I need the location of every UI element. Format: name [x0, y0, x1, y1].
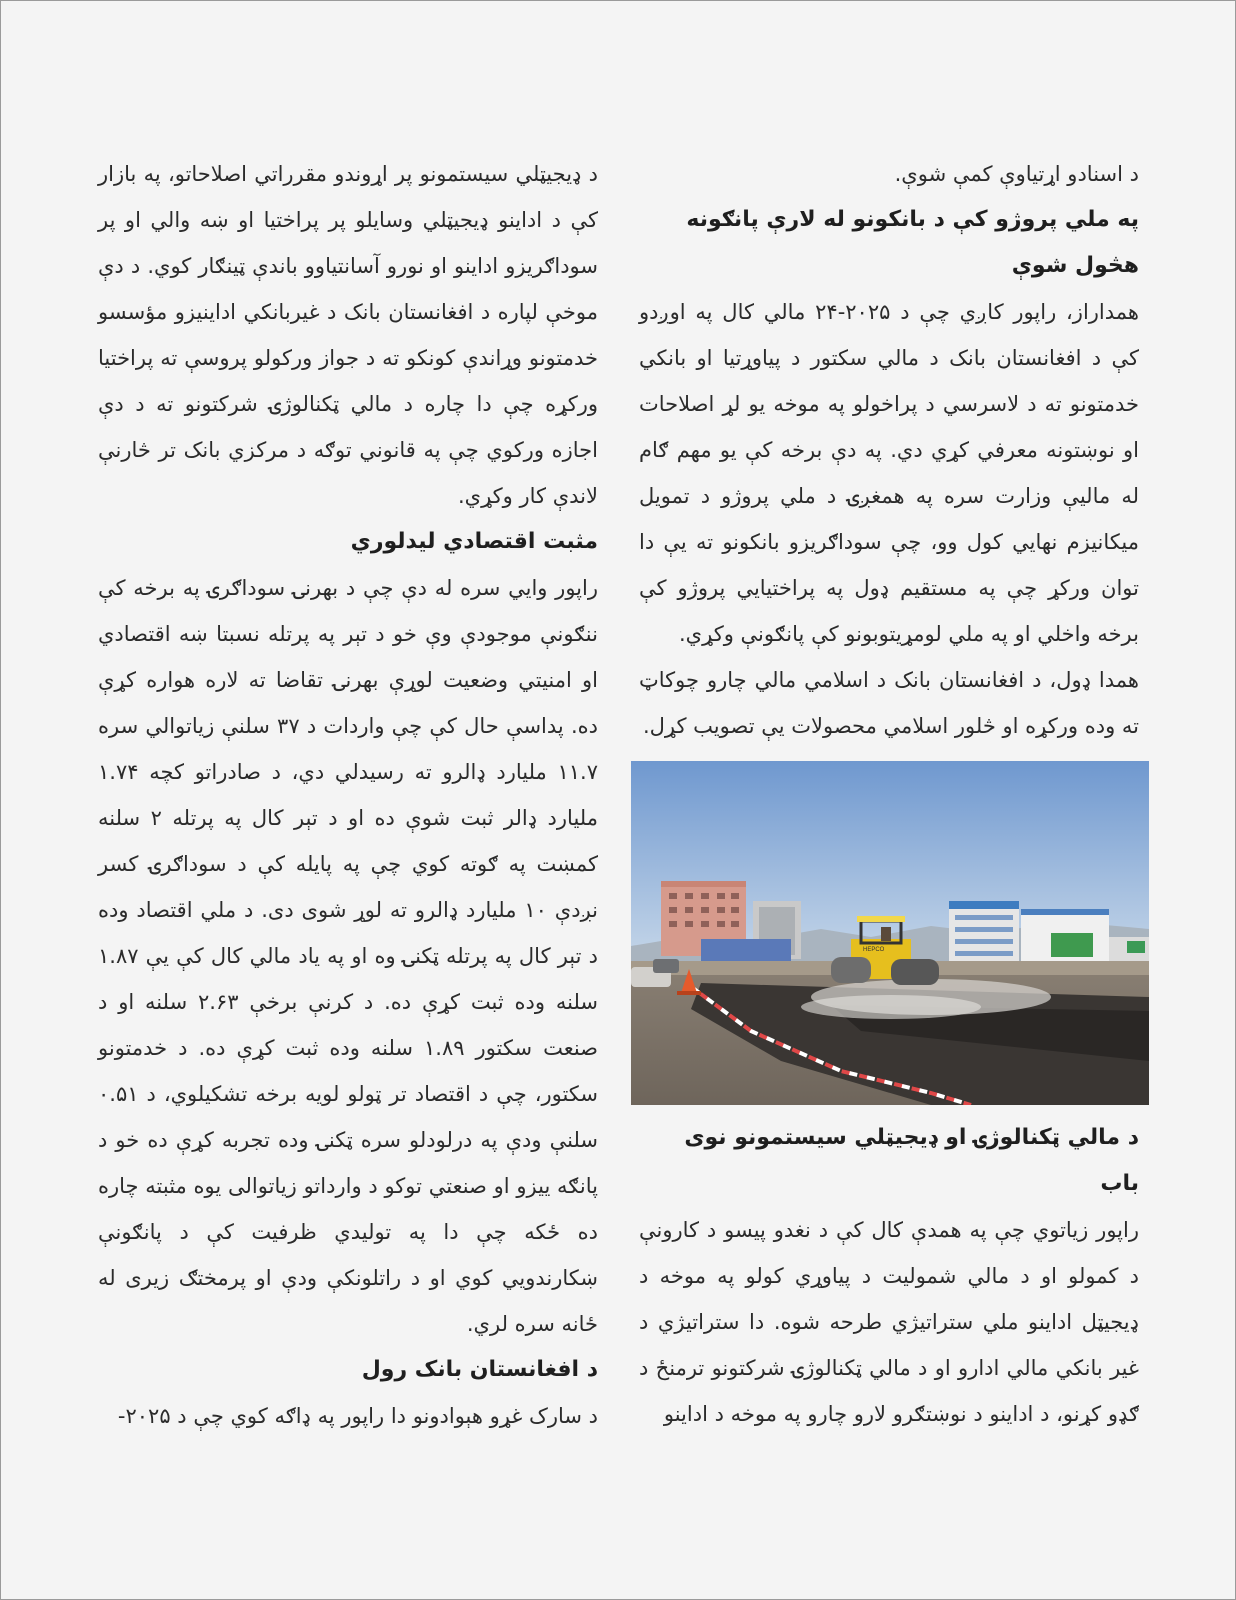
heading-economic-outlook: مثبت اقتصادي لیدلوري: [350, 529, 598, 554]
paragraph-digital-payments: راپور زیاتوي چې په همدې کال کې د نغدو پیسو د کارونې د کمولو او د مالي شمولیت د پیاوړي کولو په موخه د ډیجیټل اداینو ملي ستراتیژي طرحه شوه. دا ستراتیژي د غیر بانکي مالي ادارو او د مالي ټکنالوژۍ شرکتونو ترمنځ د ګډو کړنو، د اداینو د نوښتګرو لارو چارو په موخه د اداینو: [639, 1218, 1139, 1426]
paragraph-islamic-finance: همدا ډول، د افغانستان بانک د اسلامي مالي چارو چوکاټ ته وده ورکړه او څلور اسلامي محصولات یې تصویب کړل.: [639, 668, 1139, 738]
paragraph-reforms: همداراز، راپور کاږي چې د ۲۰۲۵-۲۴ مالي کال په اوږدو کې د افغانستان بانک د مالي سکتور د پیاوړتیا او بانکي خدمتونو ته د لاسرسي د پراخولو په موخه یو لړ اصلاحات او نوښتونه معرفي کړي دي. په دې برخه کې یو مهم ګام له مالیې وزارت سره په همغږۍ د ملي پروژو د تمویل میکانیزم نهایي کول وو، چې سوداګریزو بانکونو ته یې دا توان ورکړ چې په مستقیم ډول په پراختیایي پروژو کې برخه واخلي او په ملي لومړیتوبونو کې پانګونې وکړي.: [639, 300, 1139, 646]
heading-bank-role: د افغانستان بانک رول: [361, 1357, 598, 1382]
left-column: [98, 151, 598, 1439]
roller-brand-label: HEPCO: [863, 947, 885, 953]
paragraph-trade: راپور وایي سره له دې چې د بهرنۍ سوداګرۍ په برخه کې ننګونې موجودې وې خو د تېر په پرتله نسبتا ښه اقتصادي او امنیتي وضعیت لوړې بهرنۍ تقاضا ته لاره هواره کړې ده. پداسې حال کې چې واردات د ۳۷ سلنې زیاتوالي سره ۱۱.۷ ملیارد ډالرو ته رسیدلي دي، د صادراتو کچه ۱.۷۴ ملیارد ډالر ثبت شوې ده او د تېر کال په پرتله ۲ سلنه کمښت په ګوته کوي چې په پایله کې د سوداګرۍ کسر نږدې ۱۰ ملیارد ډالرو ته لوړ شوی دی. د ملي اقتصاد وده د تېر کال په پرتله ټکنۍ وه او په یاد مالي کال کې یې ۱.۸۷ سلنه وده ثبت کړې ده. د کرنې برخې ۲.۶۳ سلنه او د صنعت سکتور ۱.۸۹ سلنه وده ثبت کړې ده. د خدمتونو سکتور، چې د اقتصاد تر ټولو لویه برخه تشکیلوي، د ۰.۵۱ سلنې ودې په درلودلو سره ټکنۍ وده تجربه کړې ده خو د پانګه ییزو او صنعتي توکو د وارداتو زیاتوالی یوه مثبته چاره ده ځکه چې دا په تولیدي ظرفیت کې د پانګونې ښکارندویي کوي او د راتلونکې ودې او پرمختګ زیری له ځانه سره لري.: [98, 576, 599, 1336]
heading-national-projects: په ملي پروژو کې د بانکونو له لارې پانګونه هڅول شوې: [686, 207, 1139, 278]
paragraph-continuation: د اسنادو اړتیاوې کمې شوې.: [894, 162, 1139, 186]
heading-fintech: د مالي ټکنالوژۍ او ډیجیټلي سیستمونو نوی باب: [684, 1125, 1139, 1196]
road-paving-photo: [631, 761, 1149, 1105]
photo-illustration: [631, 761, 1149, 1105]
paragraph-saarc: د سارک غړو هېوادونو دا راپور په ډاګه کوي چې د ۲۰۲۵-: [117, 1404, 598, 1428]
paragraph-digital-systems: د ډیجیټلي سیستمونو پر اړوندو مقرراتي اصلاحاتو، په بازار کې د اداینو ډیجیټلي وسایلو پر پراختیا او ښه والي او پر سوداګریزو اداینو او نورو آسانتیاوو باندې ټینګار کوي. د دې موخې لپاره د افغانستان بانک د غیربانکي اداینیزو مؤسسو خدمتونو وړاندې کونکو ته د جواز ورکولو پروسې ته پراختیا ورکړه چې دا چاره د مالي ټکنالوژۍ شرکتونو ته د دې اجازه ورکوي چې په قانوني توګه د مرکزي بانک تر څارنې لاندې کار وکړي.: [98, 162, 598, 508]
right-column: [639, 151, 1139, 1437]
